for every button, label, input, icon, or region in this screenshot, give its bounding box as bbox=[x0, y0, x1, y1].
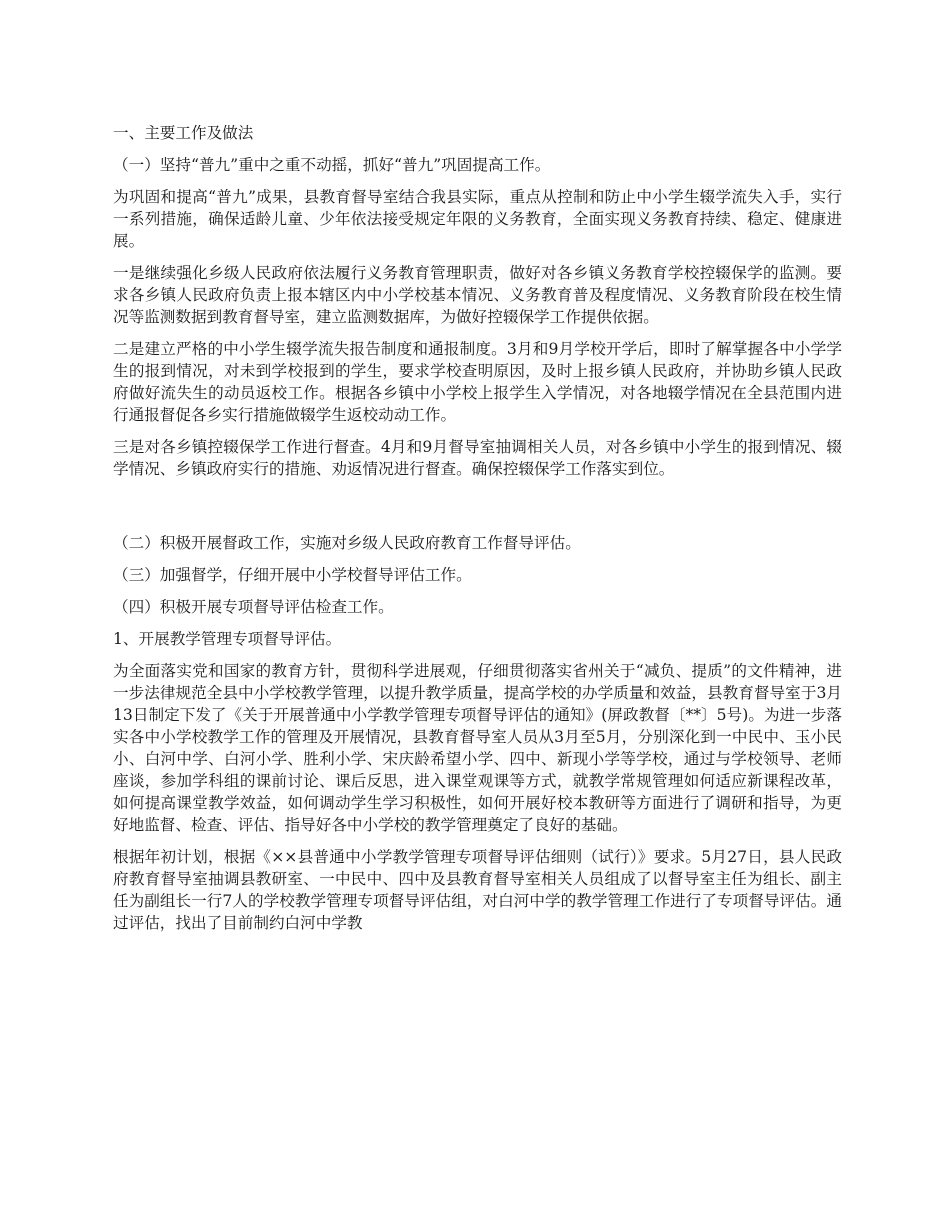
paragraph-3: 二是建立严格的中小学生辍学流失报告制度和通报制度。3月和9月学校开学后，即时了解掌握各中小学学生的报到情况，对未到学校报到的学生，要求学校查明原因，及时上报乡镇人民政府，并协助乡镇人民政府做好流失生的动员返校工作。根据各乡镇中小学校上报学生入学情况，对各地辍学情况在全县范围内进行通报督促各乡实行措施做辍学生返校动动工作。 bbox=[113, 340, 842, 424]
paragraph-2: 一是继续强化乡级人民政府依法履行义务教育管理职责，做好对各乡镇义务教育学校控辍保学的监测。要求各乡镇人民政府负责上报本辖区内中小学校基本情况、义务教育普及程度情况、义务教育阶段在校生情况等监测数据到教育督导室，建立监测数据库，为做好控辍保学工作提供依据。 bbox=[113, 264, 842, 326]
paragraph-5: 为全面落实党和国家的教育方针，贯彻科学进展观，仔细贯彻落实省州关于“减负、提质”的文件精神，进一步法律规范全县中小学校教学管理，以提升教学质量，提高学校的办学质量和效益，县教育督导室于3月13日制定下发了《关于开展普通中小学教学管理专项督导评估的通知》(屏政教督〔**〕5号)。为进一步落实各中小学校教学工作的管理及开展情况，县教育督导室人员从3月至5月，分别深化到一中民中、玉小民小、白河中学、白河小学、胜利小学、宋庆龄希望小学、四中、新现小学等学校，通过与学校领导、老师座谈，参加学科组的课前讨论、课后反思，进入课堂观课等方式，就教学常规管理如何适应新课程改革，如何提高课堂教学效益，如何调动学生学习积极性，如何开展好校本教研等方面进行了调研和指导，为更好地监督、检查、评估、指导好各中小学校的教学管理奠定了良好的基础。 bbox=[113, 662, 842, 834]
section-heading: 一、主要工作及做法 bbox=[113, 124, 254, 142]
paragraph-6: 根据年初计划，根据《××县普通中小学教学管理专项督导评估细则（试行）》要求。5月27日，县人民政府教育督导室抽调县教研室、一中民中、四中及县教育督导室相关人员组成了以督导室主任为组长、副主任为副组长一行7人的学校教学管理专项督导评估组，对白河中学的教学管理工作进行了专项督导评估。通过评估，找出了目前制约白河中学教 bbox=[113, 848, 842, 932]
sub-item-1-title: 1、开展教学管理专项督导评估。 bbox=[113, 630, 342, 648]
paragraph-4: 三是对各乡镇控辍保学工作进行督查。4月和9月督导室抽调相关人员，对各乡镇中小学生的报到情况、辍学情况、乡镇政府实行的措施、劝返情况进行督查。确保控辍保学工作落实到位。 bbox=[113, 438, 842, 478]
item-3-title: （三）加强督学，仔细开展中小学校督导评估工作。 bbox=[113, 566, 472, 584]
item-4-title: （四）积极开展专项督导评估检查工作。 bbox=[113, 598, 394, 616]
section-gap bbox=[113, 490, 842, 532]
item-1-title: （一）坚持“普九”重中之重不动摇，抓好“普九”巩固提高工作。 bbox=[113, 156, 551, 174]
item-2-title: （二）积极开展督政工作，实施对乡级人民政府教育工作督导评估。 bbox=[113, 534, 581, 552]
paragraph-1: 为巩固和提高“普九”成果，县教育督导室结合我县实际，重点从控制和防止中小学生辍学流失入手，实行一系列措施，确保适龄儿童、少年依法接受规定年限的义务教育，全面实现义务教育持续、稳定、健康进展。 bbox=[113, 188, 842, 250]
